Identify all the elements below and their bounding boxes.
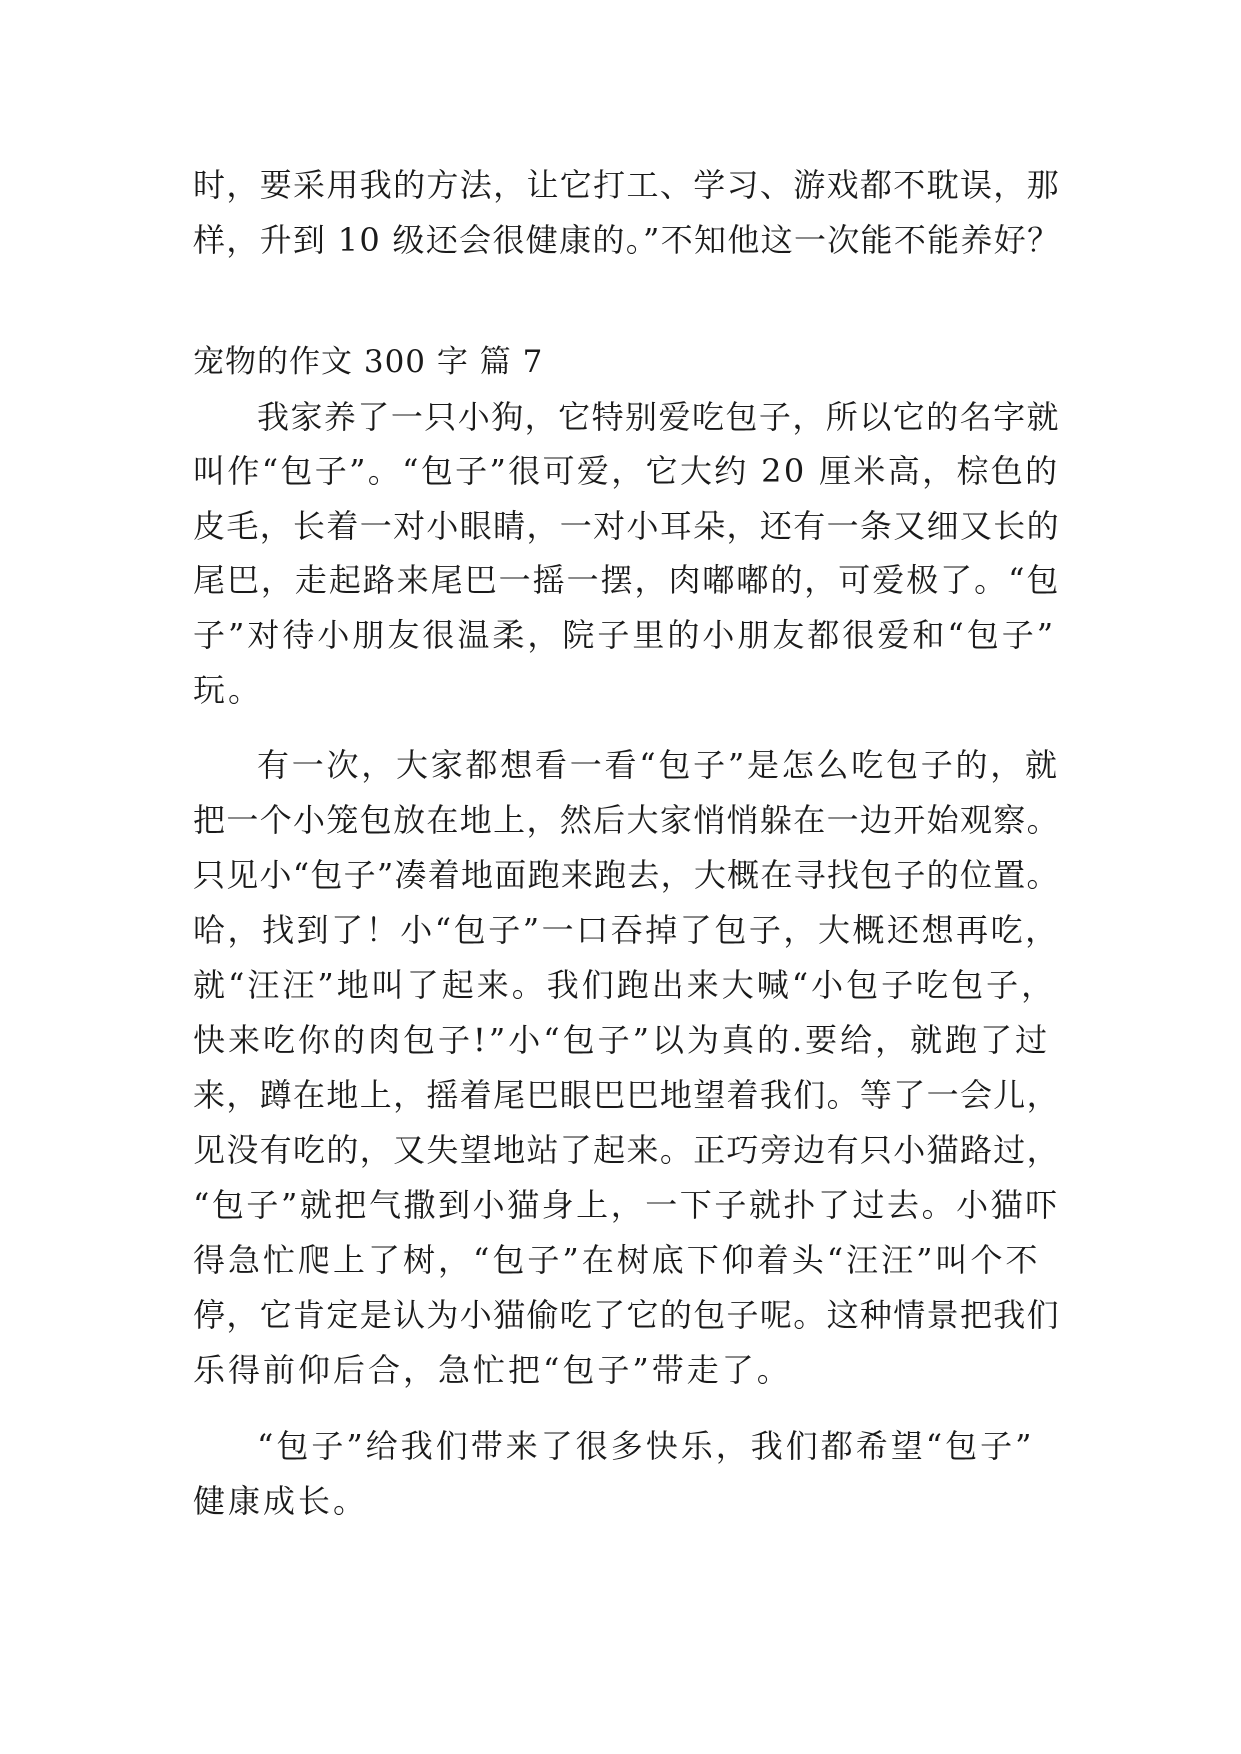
paragraph-line: 尾巴，走起路来尾巴一摇一摆，肉嘟嘟的，可爱极了。“包 [193, 561, 1061, 599]
paragraph-line: 只见小“包子”凑着地面跑来跑去，大概在寻找包子的位置。 [193, 856, 1060, 894]
paragraph-line: 把一个小笼包放在地上，然后大家悄悄躲在一边开始观察。 [193, 801, 1061, 839]
section-heading: 宠物的作文 300 字 篇 7 [193, 344, 544, 380]
paragraph-line: “包子”给我们带来了很多快乐，我们都希望“包子” [257, 1427, 1035, 1465]
paragraph-line: 就“汪汪”地叫了起来。我们跑出来大喊“小包子吃包子， [193, 966, 1057, 1004]
intro-line: 样，升到 10 级还会很健康的。”不知他这一次能不能养好？ [193, 221, 1061, 259]
paragraph-line: 哈，找到了！小“包子”一口吞掉了包子，大概还想再吃， [193, 911, 1060, 949]
intro-line: 时，要采用我的方法，让它打工、学习、游戏都不耽误，那 [193, 166, 1061, 204]
paragraph-line: 快来吃你的肉包子!”小“包子”以为真的.要给，就跑了过 [193, 1021, 1051, 1059]
paragraph-line: 有一次，大家都想看一看“包子”是怎么吃包子的，就 [257, 746, 1060, 784]
paragraph-line: 来，蹲在地上，摇着尾巴眼巴巴地望着我们。等了一会儿， [193, 1076, 1061, 1114]
paragraph-line: 叫作“包子”。“包子”很可爱，它大约 20 厘米高，棕色的 [193, 452, 1060, 490]
paragraph-line: 皮毛，长着一对小眼睛，一对小耳朵，还有一条又细又长的 [193, 507, 1061, 545]
paragraph-line: 玩。 [193, 671, 264, 709]
paragraph-line: 子”对待小朋友很温柔，院子里的小朋友都很爱和“包子” [193, 616, 1057, 654]
paragraph-line: 乐得前仰后合，急忙把“包子”带走了。 [193, 1351, 792, 1389]
paragraph-line: 我家养了一只小狗，它特别爱吃包子，所以它的名字就 [257, 398, 1061, 436]
paragraph-line: 停，它肯定是认为小猫偷吃了它的包子呢。这种情景把我们 [193, 1296, 1061, 1334]
paragraph-line: 得急忙爬上了树，“包子”在树底下仰着头“汪汪”叫个不 [193, 1241, 1041, 1279]
paragraph-line: 见没有吃的，又失望地站了起来。正巧旁边有只小猫路过， [193, 1131, 1061, 1169]
paragraph-line: “包子”就把气撒到小猫身上，一下子就扑了过去。小猫吓 [193, 1186, 1060, 1224]
paragraph-line: 健康成长。 [193, 1482, 369, 1520]
